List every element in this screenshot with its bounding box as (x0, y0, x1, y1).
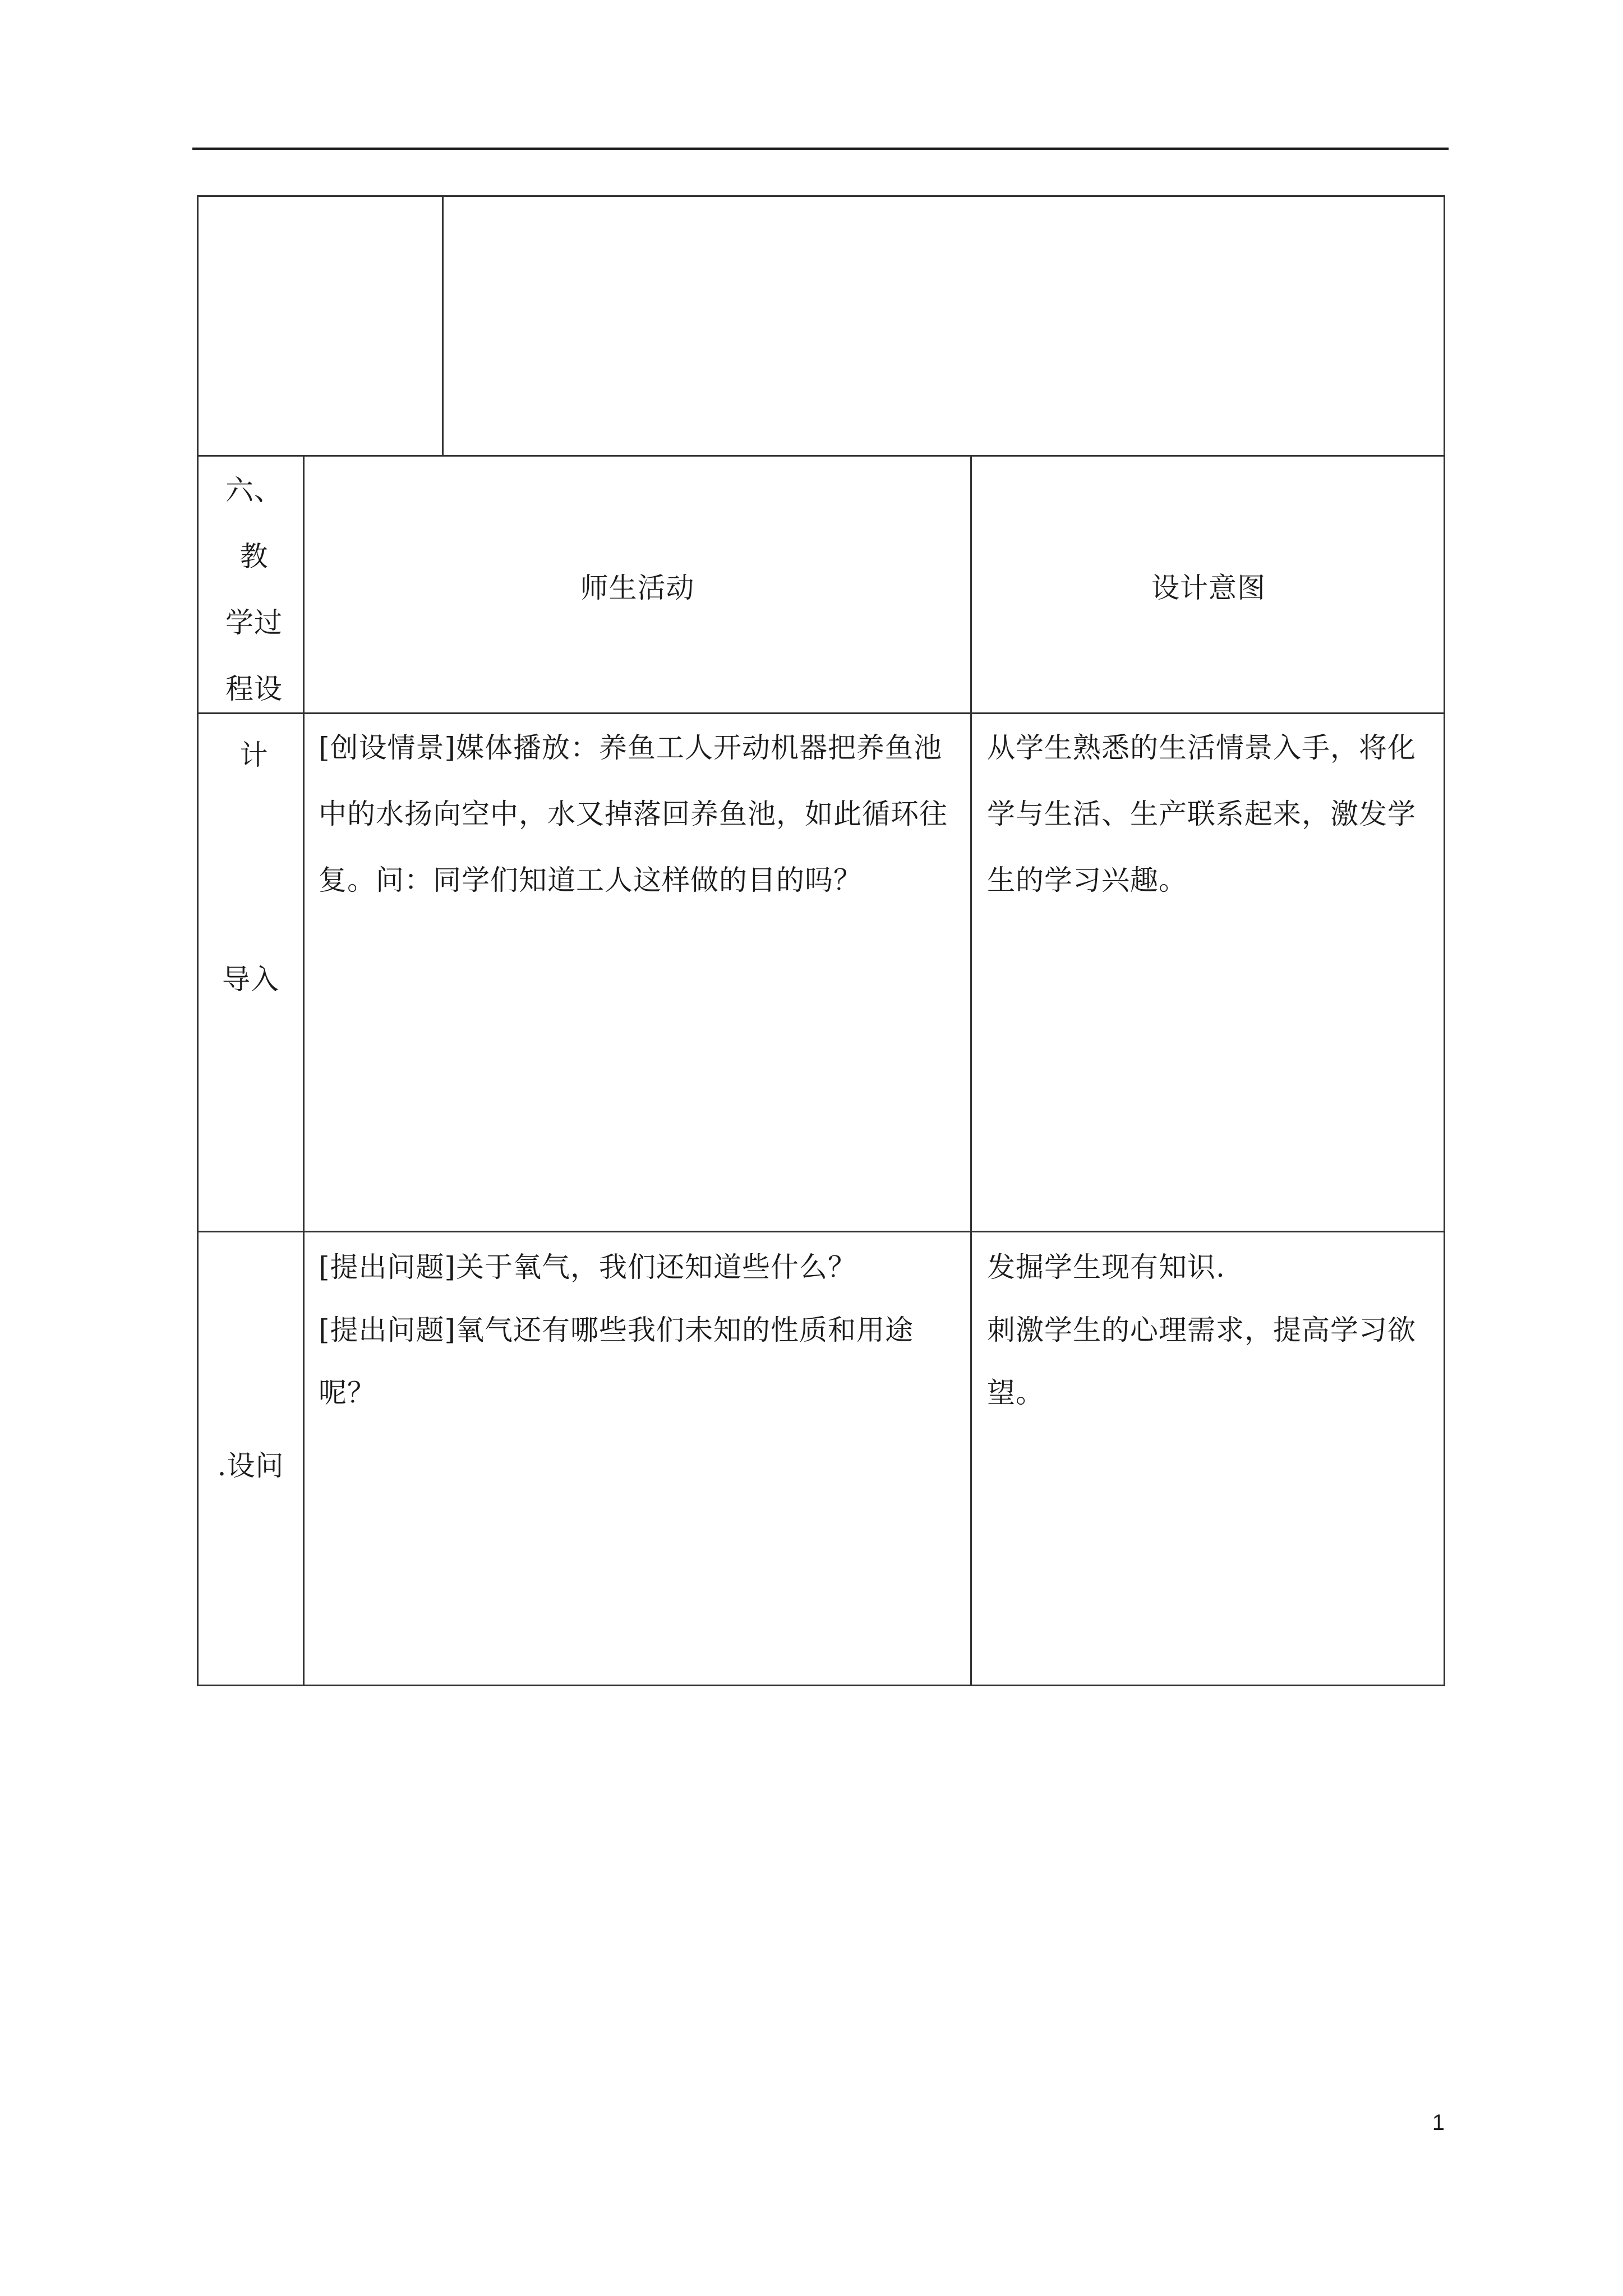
row-activity-text: [提出问题]关于氧气，我们还知道些什么？ [提出问题]氧气还有哪些我们未知的性质和用途 呢？ (319, 1251, 914, 1409)
top-table-divider (442, 195, 444, 456)
column-header-activity: 师生活动 (580, 572, 695, 604)
page-number: 1 (1432, 2110, 1445, 2135)
lesson-process-table (197, 455, 1445, 1686)
row-stage-label: .设问 (217, 1450, 284, 1482)
section-label: 六、教 学过 程设 计 (225, 474, 283, 771)
row-intent-text: 发掘学生现有知识. 刺激学生的心理需求，提高学习欲 望。 (987, 1251, 1416, 1409)
row-stage-label: 导入 (222, 963, 279, 996)
row-intent-text: 从学生熟悉的生活情景入手，将化 学与生活、生产联系起来，激发学 生的学习兴趣。 (987, 731, 1416, 896)
row-activity-text: [创设情景]媒体播放：养鱼工人开动机器把养鱼池 中的水扬向空中，水又掉落回养鱼池，如此循环往 复。问：同学们知道工人这样做的目的吗？ (319, 731, 948, 896)
table-col-divider-1 (303, 455, 305, 1686)
column-header-intent: 设计意图 (1151, 572, 1266, 604)
table-row-divider-2 (197, 1231, 1445, 1232)
header-rule (192, 148, 1449, 150)
table-col-divider-2 (970, 455, 972, 1686)
table-row-divider-1 (197, 712, 1445, 714)
top-table-block (197, 195, 1445, 456)
